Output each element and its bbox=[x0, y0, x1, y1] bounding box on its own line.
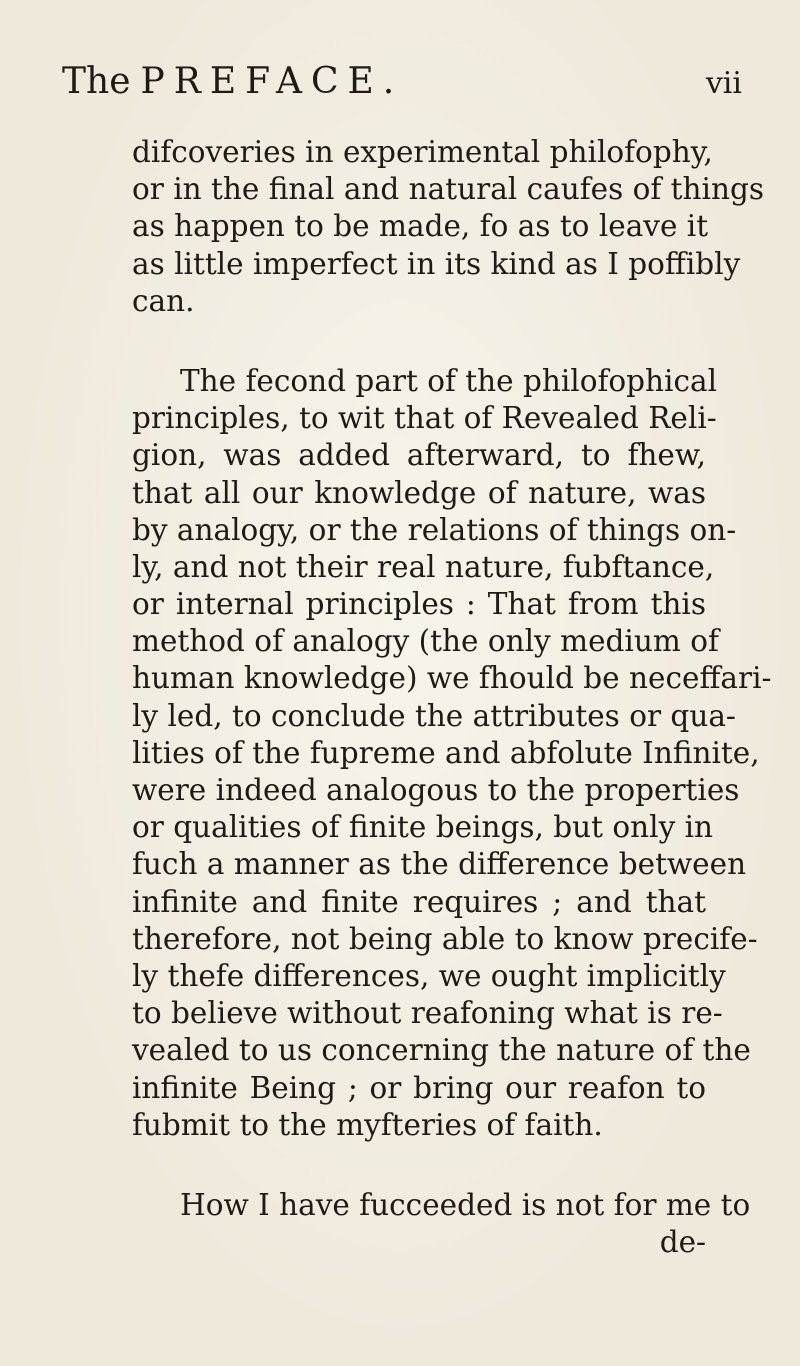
paragraph-2 bbox=[132, 363, 772, 1144]
text-line: or qualities of finite beings, but only in bbox=[132, 810, 714, 845]
text-line: to believe without reafoning what is re- bbox=[132, 996, 723, 1031]
text-line: lities of the fupreme and abfolute Infinite, bbox=[132, 735, 760, 770]
text-line: as happen to be made, fo as to leave it bbox=[132, 209, 709, 244]
text-line: gion, was added afterward, to fhew, bbox=[132, 438, 706, 473]
text-line: ly thefe differences, we ought implicitly bbox=[132, 958, 726, 993]
text-line: or in the final and natural caufes of things bbox=[132, 172, 764, 207]
text-line: vealed to us concerning the nature of the bbox=[132, 1033, 751, 1068]
text-line: therefore, not being able to know precife- bbox=[132, 921, 758, 956]
text-line: or internal principles : That from this bbox=[132, 587, 706, 622]
text-line: infinite Being ; or bring our reafon to bbox=[132, 1070, 706, 1105]
running-title bbox=[62, 60, 403, 104]
text-line: as little imperfect in its kind as I poffibly bbox=[132, 246, 741, 281]
body-text bbox=[132, 134, 772, 1261]
text-line: principles, to wit that of Revealed Reli- bbox=[132, 401, 717, 436]
text-line: difcoveries in experimental philofophy, bbox=[132, 135, 713, 169]
text-line: How I have fucceeded is not for me to bbox=[180, 1187, 751, 1222]
text-line: ly led, to conclude the attributes or qua- bbox=[132, 698, 736, 733]
running-title-the: The bbox=[62, 61, 131, 102]
catchword: de- bbox=[659, 1225, 706, 1260]
paragraph-1 bbox=[132, 134, 764, 320]
text-line: were indeed analogous to the properties bbox=[132, 773, 740, 807]
paragraph-gap bbox=[132, 1144, 706, 1187]
text-line: by analogy, or the relations of things on- bbox=[132, 512, 737, 547]
paragraph-gap bbox=[132, 320, 706, 363]
page-number: vii bbox=[705, 66, 742, 101]
text-line: that all our knowledge of nature, was bbox=[132, 475, 706, 510]
text-line: The fecond part of the philofophical bbox=[180, 363, 718, 398]
text-line: can. bbox=[132, 283, 195, 318]
text-line: fubmit to the myfteries of faith. bbox=[132, 1107, 603, 1142]
text-line: method of analogy (the only medium of bbox=[132, 624, 719, 659]
text-line: human knowledge) we fhould be neceffari- bbox=[132, 661, 772, 696]
running-title-preface: PREFACE. bbox=[140, 61, 404, 102]
paragraph-3 bbox=[132, 1187, 751, 1261]
text-line: infinite and finite requires ; and that bbox=[132, 884, 706, 919]
page-header bbox=[62, 60, 742, 112]
text-line: ly, and not their real nature, fubftance, bbox=[132, 549, 715, 584]
text-line: fuch a manner as the difference between bbox=[132, 847, 747, 882]
